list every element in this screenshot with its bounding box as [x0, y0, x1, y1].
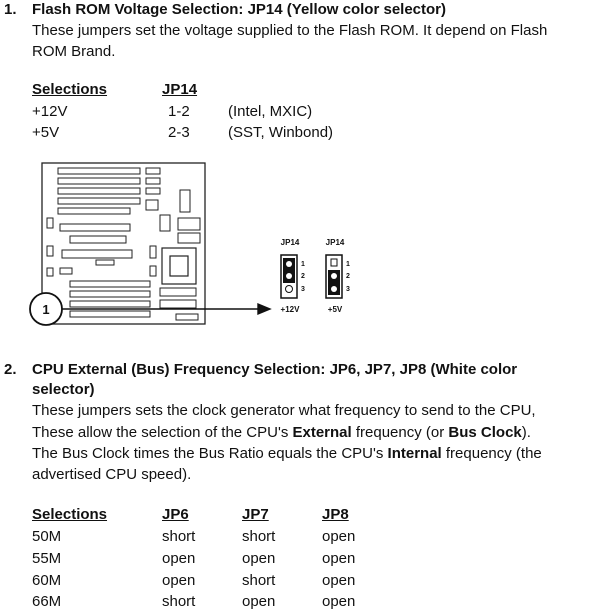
table2-header-jp8: JP8: [322, 506, 349, 523]
section1-title: Flash ROM Voltage Selection: JP14 (Yellow color selector): [32, 1, 447, 18]
section2-line2-e: ).: [521, 424, 531, 441]
section2-line2-busclock: Bus Clock: [448, 424, 522, 441]
jumper-left-pin3: 3: [301, 286, 305, 293]
table2-row2-jp7: open: [242, 550, 276, 567]
section1-body-line2: ROM Brand.: [32, 43, 116, 60]
table2-row4-jp7: open: [242, 593, 276, 610]
table2-row2-jp6: open: [162, 550, 196, 567]
table1-header-selections: Selections: [32, 81, 108, 98]
jumper-right-pin2: 2: [346, 273, 350, 280]
jumper-left-label: JP14: [280, 238, 300, 247]
table2-row3-selection: 60M: [32, 572, 62, 589]
table2-row3-jp7: short: [242, 572, 276, 589]
table2-row3-jp6: open: [162, 572, 196, 589]
jumper-right-caption: +5V: [327, 305, 343, 314]
jumper-left-pin2: 2: [301, 273, 305, 280]
table2-row1-jp8: open: [322, 528, 356, 545]
table1-row2-note: (SST, Winbond): [228, 124, 334, 141]
section2-line3-internal: Internal: [387, 445, 442, 462]
section2-line4: advertised CPU speed).: [32, 466, 192, 483]
table1-row2-jp14: 2-3: [168, 124, 190, 141]
section2-line3-c: frequency (the: [441, 445, 542, 462]
table2-row1-jp7: short: [242, 528, 276, 545]
section1-number: 1.: [4, 1, 17, 18]
section2-title-line2: selector): [32, 381, 95, 398]
jumper-left-pin1: 1: [301, 261, 305, 268]
table1-row1-selection: +12V: [32, 103, 68, 120]
table2-header-jp6: JP6: [162, 506, 189, 523]
jumper-right-pin1: 1: [346, 261, 350, 268]
table2-row2-jp8: open: [322, 550, 356, 567]
section2-line3: [32, 443, 542, 464]
section2-title-line1: CPU External (Bus) Frequency Selection: JP6, JP7, JP8 (White color: [32, 361, 518, 378]
jumper-left: [281, 238, 305, 314]
section1-body-line1: These jumpers set the voltage supplied to the Flash ROM. It depend on Flash: [32, 22, 548, 39]
table1-row1-jp14: 1-2: [168, 103, 190, 120]
section2-number: 2.: [4, 361, 17, 378]
jumper-left-caption: +12V: [280, 305, 300, 314]
section2-line2: [32, 422, 531, 443]
table1-row2-selection: +5V: [32, 124, 60, 141]
table2-header-jp7: JP7: [242, 506, 269, 523]
jumper-right-pin3: 3: [346, 286, 350, 293]
table1-row1-note: (Intel, MXIC): [228, 103, 313, 120]
table2-row3-jp8: open: [322, 572, 356, 589]
table2-row4-jp6: short: [162, 593, 196, 610]
section2-line2-a: These allow the selection of the CPU's: [32, 424, 293, 441]
section2-line1: These jumpers sets the clock generator what frequency to send to the CPU,: [32, 402, 536, 419]
table2-row4-selection: 66M: [32, 593, 62, 610]
callout-label: 1: [42, 302, 50, 317]
table2-row2-selection: 55M: [32, 550, 62, 567]
jumper-right: [326, 238, 350, 314]
table2-row1-jp6: short: [162, 528, 196, 545]
section2-line2-external: External: [292, 424, 352, 441]
table2-row4-jp8: open: [322, 593, 356, 610]
table2-header-selections: Selections: [32, 506, 108, 523]
section2-line2-c: frequency (or: [351, 424, 449, 441]
section2-line3-a: The Bus Clock times the Bus Ratio equals the CPU's: [32, 445, 388, 462]
table1-header-jp14: JP14: [162, 81, 198, 98]
motherboard-diagram: [0, 160, 615, 350]
table2-row1-selection: 50M: [32, 528, 62, 545]
jumper-right-label: JP14: [325, 238, 345, 247]
cpu-socket: [162, 248, 196, 284]
